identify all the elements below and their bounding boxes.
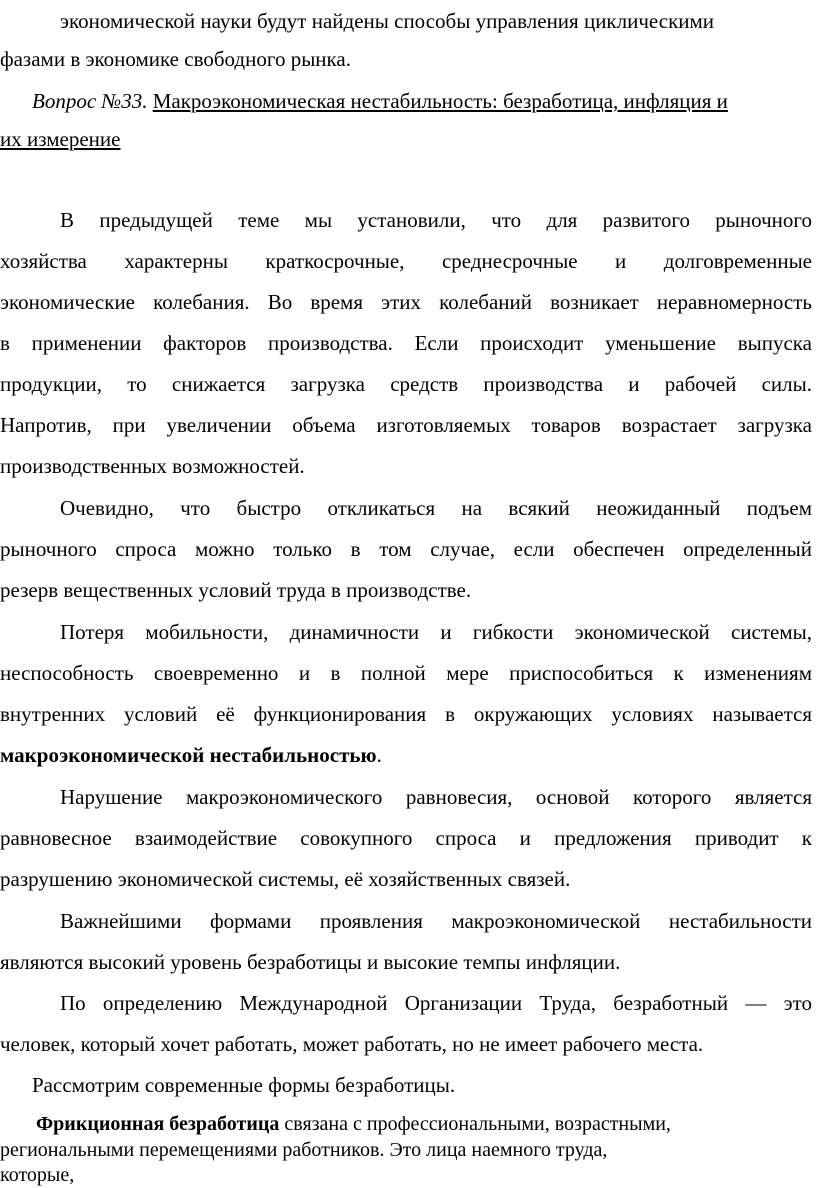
paragraph-1-line-2: хозяйства характерны краткосрочные, среднесрочные и долговременные	[0, 249, 812, 273]
paragraph-1-line-4: в применении факторов производства. Если происходит уменьшение выпуска	[0, 331, 812, 355]
paragraph-5-line-1: Важнейшими формами проявления макроэкономической нестабильности	[60, 909, 812, 933]
paragraph-4-line-1: Нарушение макроэкономического равновесия, основой которого является	[60, 785, 812, 809]
question-title-line-1: Макроэкономическая нестабильность: безработица, инфляция и	[152, 89, 728, 113]
paragraph-8-line-1-rest: связана с профессиональными, возрастными,	[279, 1113, 671, 1135]
paragraph-6-line-1: По определению Международной Организации Труда, безработный — это	[60, 991, 812, 1015]
paragraph-3-line-3: внутренних условий её функционирования в окружающих условиях называется	[0, 702, 812, 726]
intro-line-2: фазами в экономике свободного рынка.	[0, 47, 351, 71]
paragraph-2-line-2: рыночного спроса можно только в том случае, если обеспечен определенный	[0, 537, 812, 561]
paragraph-4-line-2: равновесное взаимодействие совокупного спроса и предложения приводит к	[0, 826, 812, 850]
paragraph-1-line-6: Напротив, при увеличении объема изготовляемых товаров возрастает загрузка	[0, 413, 812, 437]
paragraph-2-line-1: Очевидно, что быстро откликаться на всякий неожиданный подъем	[60, 496, 812, 520]
paragraph-7: Рассмотрим современные формы безработицы.	[32, 1073, 456, 1097]
paragraph-8-line-1	[36, 1111, 671, 1137]
question-title-line-2: их измерение	[0, 127, 121, 151]
intro-line-1: экономической науки будут найдены способы управления циклическими	[60, 9, 715, 33]
paragraph-8-line-3: которые,	[0, 1164, 75, 1186]
paragraph-3-line-4	[0, 742, 382, 768]
paragraph-8-line-2: региональными перемещениями работников. Это лица наемного труда,	[0, 1139, 608, 1161]
paragraph-1-line-1: В предыдущей теме мы установили, что для развитого рыночного	[60, 208, 812, 232]
paragraph-1-line-5: продукции, то снижается загрузка средств производства и рабочей силы.	[0, 372, 812, 396]
paragraph-3-line-2: неспособность своевременно и в полной мере приспособиться к изменениям	[0, 661, 812, 685]
paragraph-5-line-2: являются высокий уровень безработицы и высокие темпы инфляции.	[0, 950, 621, 974]
paragraph-2-line-3: резерв вещественных условий труда в производстве.	[0, 578, 472, 602]
paragraph-6-line-2: человек, который хочет работать, может работать, но не имеет рабочего места.	[0, 1032, 704, 1056]
question-heading	[32, 88, 728, 114]
paragraph-4-line-3: разрушению экономической системы, её хозяйственных связей.	[0, 867, 571, 891]
paragraph-3-end: .	[376, 743, 382, 767]
paragraph-3-line-1: Потеря мобильности, динамичности и гибкости экономической системы,	[60, 620, 812, 644]
question-label: Вопрос №33.	[32, 89, 148, 113]
term-macroeconomic-instability: макроэкономической нестабильностью	[0, 743, 377, 767]
term-frictional-unemployment: Фрикционная безработица	[36, 1113, 280, 1135]
paragraph-1-line-3: экономические колебания. Во время этих колебаний возникает неравномерность	[0, 290, 812, 314]
paragraph-1-line-7: производственных возможностей.	[0, 454, 305, 478]
